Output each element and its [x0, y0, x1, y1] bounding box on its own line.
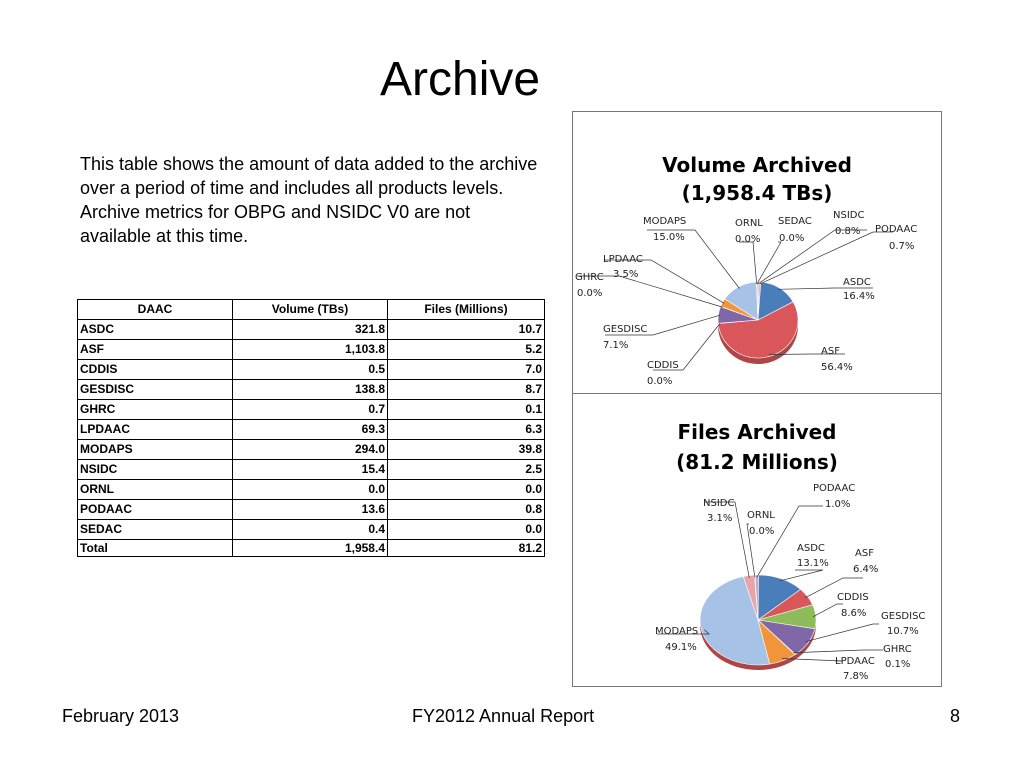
- pie-value-ghrc: 0.1%: [885, 659, 911, 670]
- files-pie-svg: [573, 394, 941, 686]
- cell-files: 0.1: [388, 400, 545, 420]
- pie-label-gesdisc: GESDISC: [603, 324, 648, 335]
- pie-value-gesdisc: 10.7%: [887, 626, 919, 637]
- cell-files: 0.8: [388, 500, 545, 520]
- cell-daac: PODAAC: [78, 500, 233, 520]
- pie-label-asdc: ASDC: [843, 277, 871, 288]
- pie-label-lpdaac: LPDAAC: [835, 656, 875, 667]
- cell-volume: 1,103.8: [233, 340, 388, 360]
- header-daac: DAAC: [78, 300, 233, 320]
- header-volume: Volume (TBs): [233, 300, 388, 320]
- cell-files: 39.8: [388, 440, 545, 460]
- footer-page-number: 8: [950, 706, 961, 726]
- pie-label-modaps: MODAPS: [643, 216, 687, 227]
- cell-volume: 294.0: [233, 440, 388, 460]
- cell-daac: SEDAC: [78, 520, 233, 540]
- pie-label-cddis: CDDIS: [837, 592, 869, 603]
- pie-leader-nsidc: [758, 230, 867, 284]
- table-row: [78, 520, 545, 540]
- footer-report-title: FY2012 Annual Report: [412, 706, 595, 726]
- pie-leader-asdc: [780, 570, 823, 581]
- pie-value-modaps: 15.0%: [653, 232, 685, 243]
- cell-files: 0.0: [388, 520, 545, 540]
- cell-daac: MODAPS: [78, 440, 233, 460]
- pie-leader-lpdaac: [605, 260, 724, 303]
- pie-label-modaps: MODAPS: [655, 626, 699, 637]
- pie-value-ornl: 0.0%: [735, 234, 761, 245]
- pie-value-nsidc: 3.1%: [707, 513, 733, 524]
- cell-volume: 15.4: [233, 460, 388, 480]
- pie-leader-gesdisc: [805, 624, 879, 642]
- cell-files: 8.7: [388, 380, 545, 400]
- cell-volume: 0.5: [233, 360, 388, 380]
- pie-label-podaac: PODAAC: [875, 224, 918, 235]
- pie-label-ghrc: GHRC: [575, 272, 604, 283]
- pie-value-asf: 56.4%: [821, 362, 853, 373]
- table-row: [78, 480, 545, 500]
- table-row: [78, 460, 545, 480]
- cell-files: 7.0: [388, 360, 545, 380]
- pie-value-ghrc: 0.0%: [577, 288, 603, 299]
- pie-label-lpdaac: LPDAAC: [603, 254, 643, 265]
- cell-files: 0.0: [388, 480, 545, 500]
- pie-value-podaac: 1.0%: [825, 499, 851, 510]
- cell-files: 6.3: [388, 420, 545, 440]
- cell-daac: Total: [78, 540, 233, 557]
- cell-volume: 0.0: [233, 480, 388, 500]
- table-header-row: [78, 300, 545, 320]
- cell-volume: 0.4: [233, 520, 388, 540]
- table-row: [78, 400, 545, 420]
- pie-value-asf: 6.4%: [853, 564, 879, 575]
- cell-volume: 69.3: [233, 420, 388, 440]
- table-total-row: [78, 540, 545, 557]
- cell-volume: 321.8: [233, 320, 388, 340]
- table-row: [78, 360, 545, 380]
- pie-label-podaac: PODAAC: [813, 483, 856, 494]
- cell-daac: NSIDC: [78, 460, 233, 480]
- archive-table: [77, 299, 545, 557]
- table-row: [78, 500, 545, 520]
- footer-date: February 2013: [62, 706, 180, 726]
- pie-label-asf: ASF: [821, 346, 840, 357]
- table-row: [78, 320, 545, 340]
- pie-value-podaac: 0.7%: [889, 241, 915, 252]
- pie-label-cddis: CDDIS: [647, 360, 679, 371]
- table-body: [78, 320, 545, 557]
- pie-label-ghrc: GHRC: [883, 644, 912, 655]
- table-row: [78, 340, 545, 360]
- pie-label-asdc: ASDC: [797, 543, 825, 554]
- cell-files: 5.2: [388, 340, 545, 360]
- pie-value-gesdisc: 7.1%: [603, 340, 629, 351]
- pie-value-asdc: 13.1%: [797, 558, 829, 569]
- pie-value-cddis: 0.0%: [647, 376, 673, 387]
- pie-leader-ghrc: [793, 650, 883, 653]
- header-files: Files (Millions): [388, 300, 545, 320]
- files-chart-subtitle: (81.2 Millions): [676, 450, 838, 474]
- cell-daac: ASF: [78, 340, 233, 360]
- pie-value-lpdaac: 3.5%: [613, 269, 639, 280]
- pie-value-cddis: 8.6%: [841, 608, 867, 619]
- pie-value-sedac: 0.0%: [779, 233, 805, 244]
- cell-daac: ORNL: [78, 480, 233, 500]
- pie-value-ornl: 0.0%: [749, 526, 775, 537]
- cell-daac: GESDISC: [78, 380, 233, 400]
- slide-description: This table shows the amount of data added to the archive over a period of time and includes all products levels. Archive metrics for OBPG and NSIDC V0 are not available at this time.: [80, 154, 538, 246]
- volume-chart-subtitle: (1,958.4 TBs): [681, 181, 833, 205]
- cell-files: 81.2: [388, 540, 545, 557]
- files-chart-title: Files Archived: [677, 420, 837, 444]
- pie-label-ornl: ORNL: [735, 218, 763, 229]
- pie-value-asdc: 16.4%: [843, 291, 875, 302]
- cell-daac: LPDAAC: [78, 420, 233, 440]
- cell-files: 10.7: [388, 320, 545, 340]
- pie-leader-asdc: [778, 288, 873, 289]
- pie-label-sedac: SEDAC: [778, 216, 812, 227]
- slide-title: Archive: [380, 53, 541, 106]
- pie-label-nsidc: NSIDC: [703, 498, 735, 509]
- cell-volume: 138.8: [233, 380, 388, 400]
- table-row: [78, 380, 545, 400]
- pie-value-modaps: 49.1%: [665, 642, 697, 653]
- files-archived-chart: [572, 393, 942, 687]
- cell-volume: 0.7: [233, 400, 388, 420]
- pie-label-nsidc: NSIDC: [833, 210, 865, 221]
- cell-volume: 1,958.4: [233, 540, 388, 557]
- cell-daac: ASDC: [78, 320, 233, 340]
- cell-files: 2.5: [388, 460, 545, 480]
- pie-label-ornl: ORNL: [747, 510, 775, 521]
- pie-leader-ornl: [739, 242, 757, 284]
- volume-pie-svg: [573, 112, 941, 394]
- cell-daac: CDDIS: [78, 360, 233, 380]
- pie-leader-cddis: [813, 604, 843, 617]
- volume-archived-chart: [572, 111, 942, 395]
- cell-volume: 13.6: [233, 500, 388, 520]
- table-row: [78, 440, 545, 460]
- cell-daac: GHRC: [78, 400, 233, 420]
- pie-label-asf: ASF: [855, 548, 874, 559]
- pie-leader-sedac: [757, 242, 781, 284]
- pie-value-nsidc: 0.8%: [835, 226, 861, 237]
- table-row: [78, 420, 545, 440]
- pie-value-lpdaac: 7.8%: [843, 671, 869, 682]
- volume-chart-title: Volume Archived: [662, 153, 852, 177]
- pie-label-gesdisc: GESDISC: [881, 611, 926, 622]
